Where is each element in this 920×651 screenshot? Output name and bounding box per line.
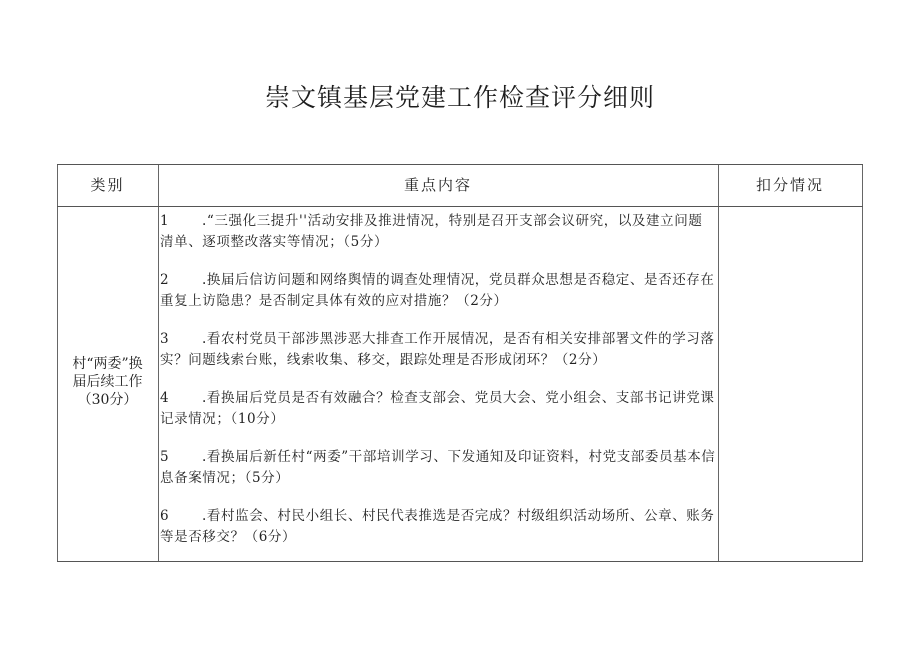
column-divider	[718, 165, 719, 561]
list-item	[160, 211, 716, 253]
content-list	[160, 211, 716, 565]
item-text: .看换届后新任村“两委”干部培训学习、下发通知及印证资料，村党支部委员基本信息备案情况；（5分）	[160, 449, 716, 486]
item-text: .看村监会、村民小组长、村民代表推选是否完成？村级组织活动场所、公章、账务等是否移交？（6分）	[160, 508, 715, 545]
scoring-table	[57, 164, 863, 562]
item-number: 5	[160, 449, 170, 465]
column-divider	[158, 165, 159, 561]
item-number: 3	[160, 331, 170, 347]
document-title: 崇文镇基层党建工作检查评分细则	[264, 83, 655, 112]
header-category: 类别	[90, 176, 125, 194]
item-number: 1	[160, 213, 170, 229]
table-border-right	[862, 165, 863, 561]
list-item	[160, 329, 716, 371]
item-number: 4	[160, 390, 170, 406]
item-text: .看农村党员干部涉黑涉恶大排查工作开展情况，是否有相关安排部署文件的学习落实？问题线索台账，线索收集、移交，跟踪处理是否形成闭环？（2分）	[160, 331, 715, 368]
list-item	[160, 270, 716, 312]
item-text: .换届后信访问题和网络舆情的调查处理情况，党员群众思想是否稳定、是否还存在重复上访隐患？是否制定具体有效的应对措施？（2分）	[160, 272, 715, 309]
item-number: 2	[160, 272, 170, 288]
category-cell	[57, 355, 158, 409]
header-content: 重点内容	[403, 176, 472, 194]
header-deduction: 扣分情况	[755, 176, 824, 194]
category-line: 村“两委”换	[72, 356, 143, 372]
list-item	[160, 388, 716, 430]
list-item	[160, 506, 716, 548]
item-text: .看换届后党员是否有效融合？检查支部会、党员大会、党小组会、支部书记讲党课记录情况；（10分）	[160, 390, 715, 427]
item-number: 6	[160, 508, 170, 524]
item-text: .“三强化三提升''活动安排及推进情况，特别是召开支部会议研究，以及建立问题清单、逐项整改落实等情况；（5分）	[160, 213, 703, 250]
list-item	[160, 447, 716, 489]
category-points: （30分）	[77, 392, 138, 408]
category-line: 届后续工作	[72, 374, 143, 390]
header-divider	[57, 206, 863, 207]
